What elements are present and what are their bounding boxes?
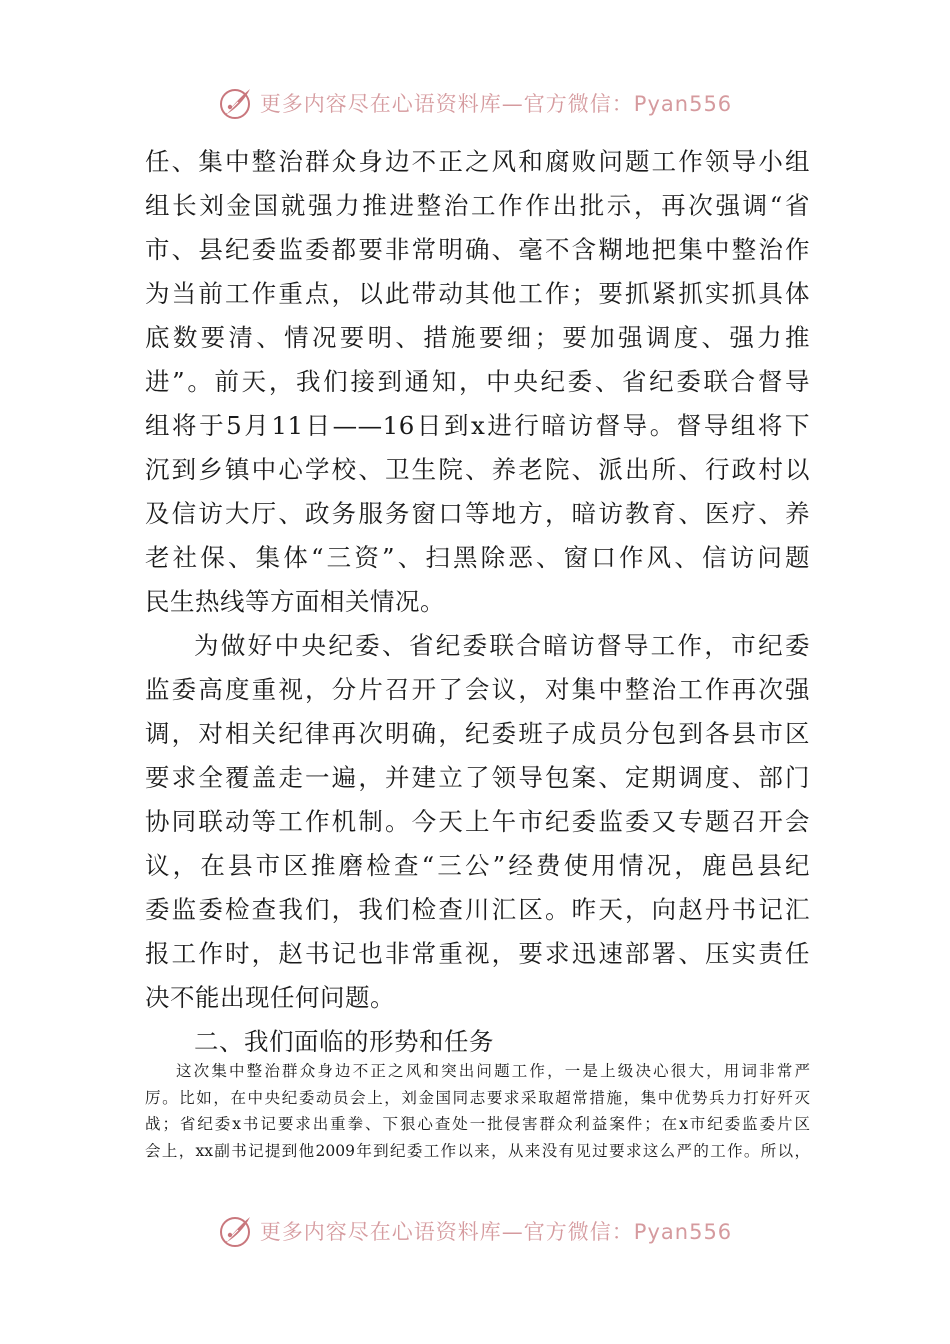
paragraph-line: 市、县纪委监委都要非常明确、毫不含糊地把集中整治作 [145,235,810,264]
paragraph-line: 会上，xx副书记提到他2009年到纪委工作以来，从来没有见过要求这么严的工作。所以， [145,1141,810,1160]
watermark-text: 更多内容尽在心语资料库—官方微信：Pyan556 [259,92,733,116]
paragraph-line: 这次集中整治群众身边不正之风和突出问题工作，一是上级决心很大，用词非常严 [176,1062,810,1080]
section-heading: 二、我们面临的形势和任务 [194,1027,494,1056]
paragraph-line: 底数要清、情况要明、措施要细；要加强调度、强力推 [145,323,810,352]
paragraph-line: 沉到乡镇中心学校、卫生院、养老院、派出所、行政村以 [145,455,810,484]
watermark-footer [0,1211,950,1251]
paragraph-line: 委监委检查我们，我们检查川汇区。昨天，向赵丹书记汇 [145,895,810,924]
paragraph-line: 组将于5月11日——16日到x进行暗访督导。督导组将下 [145,411,810,440]
paragraph-line: 报工作时，赵书记也非常重视，要求迅速部署、压实责任 [145,939,810,968]
paragraph-line: 调，对相关纪律再次明确，纪委班子成员分包到各县市区 [145,719,810,748]
paragraph-line: 要求全覆盖走一遍，并建立了领导包案、定期调度、部门 [145,763,810,792]
paragraph-line: 协同联动等工作机制。今天上午市纪委监委又专题召开会 [145,807,810,836]
quill-logo-icon [218,1213,254,1249]
paragraph-line: 为当前工作重点，以此带动其他工作；要抓紧抓实抓具体 [145,279,810,308]
paragraph-line: 及信访大厅、政务服务窗口等地方，暗访教育、医疗、养 [145,499,810,528]
paragraph-line: 民生热线等方面相关情况。 [145,587,445,616]
paragraph-line: 老社保、集体“三资”、扫黑除恶、窗口作风、信访问题 [145,543,810,572]
watermark-header [0,83,950,123]
paragraph-line: 议，在县市区推磨检查“三公”经费使用情况，鹿邑县纪 [145,851,810,880]
document-body [145,140,810,1064]
watermark-text: 更多内容尽在心语资料库—官方微信：Pyan556 [259,1220,733,1244]
paragraph-line: 任、集中整治群众身边不正之风和腐败问题工作领导小组 [145,147,810,176]
paragraph-line: 决不能出现任何问题。 [145,983,395,1012]
paragraph-line: 进”。前天，我们接到通知，中央纪委、省纪委联合督导 [145,367,810,396]
quill-logo-icon [218,85,254,121]
paragraph-line: 战；省纪委x书记要求出重拳、下狠心查处一批侵害群众利益案件；在x市纪委监委片区 [145,1115,810,1133]
paragraph-line: 监委高度重视，分片召开了会议，对集中整治工作再次强 [145,675,810,704]
paragraph-line: 为做好中央纪委、省纪委联合暗访督导工作，市纪委 [194,631,810,660]
paragraph-line: 组长刘金国就强力推进整治工作作出批示，再次强调“省 [145,191,810,220]
paragraph-line: 厉。比如，在中央纪委动员会上，刘金国同志要求采取超常措施，集中优势兵力打好歼灭 [145,1088,810,1107]
small-paragraph [145,1058,810,1164]
